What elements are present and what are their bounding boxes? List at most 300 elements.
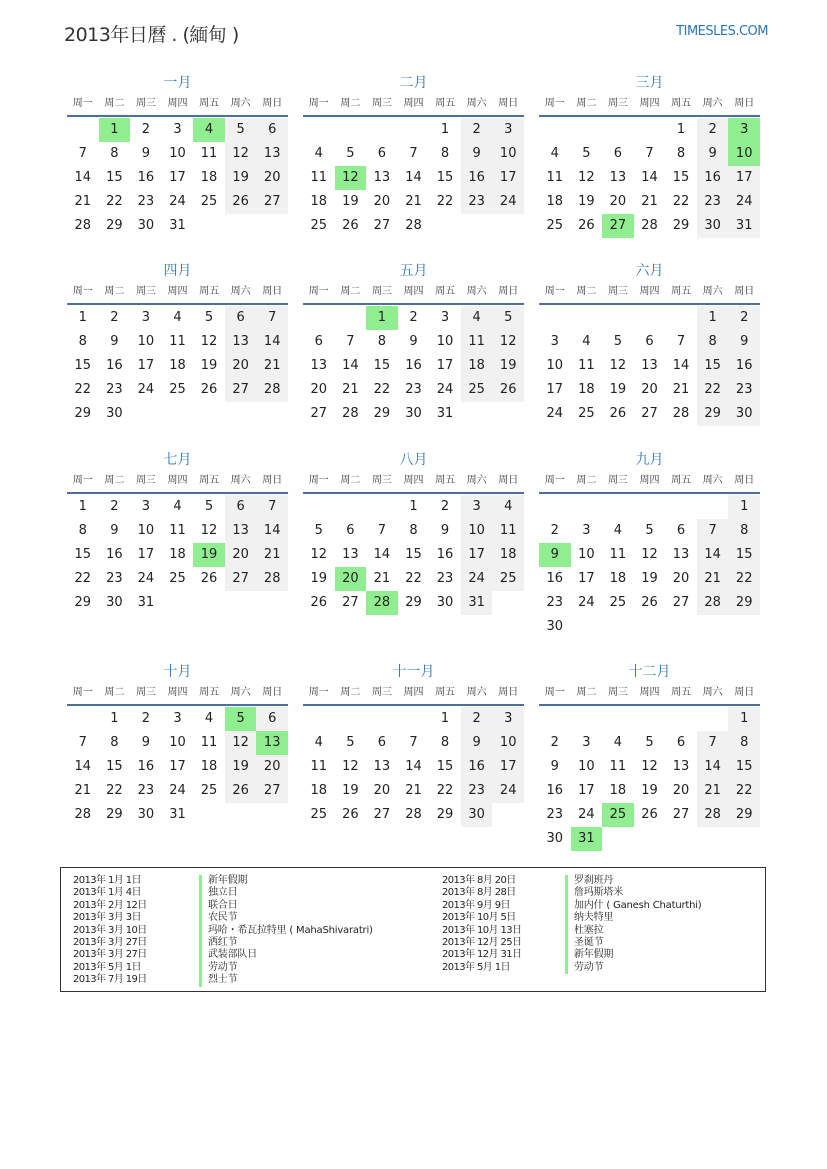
day-cell: 2 [461,707,493,731]
site-link[interactable]: TIMESLES.COM [676,24,768,39]
empty-cell [366,707,398,731]
empty-cell [571,306,603,330]
day-cell: 17 [492,166,524,190]
day-cell: 8 [409,523,418,538]
day-cell: 29 [672,218,690,233]
day-cell: 28 [256,567,288,591]
day-cell: 8 [110,146,119,161]
weekday-header [303,93,524,117]
day-cell: 25 [492,567,524,591]
weekday-label: 周四 [167,475,188,486]
weekday-label: 周二 [576,475,597,486]
weekday-label: 周三 [607,475,628,486]
weekday-label: 周四 [639,687,660,698]
empty-cell [398,707,430,731]
day-cell: 27 [225,378,257,402]
day-cell: 24 [492,190,524,214]
day-cell: 30 [137,218,155,233]
day-cell: 8 [697,330,729,354]
weekday-label: 周六 [702,98,723,109]
day-cell: 17 [578,783,595,798]
day-cell: 24 [461,567,493,591]
day-grid [67,707,288,827]
day-cell: 21 [697,567,729,591]
day-cell: 25 [461,378,493,402]
holiday-day-cell: 4 [193,118,225,142]
day-cell: 1 [78,310,87,325]
month-block [67,662,288,827]
month-name: 四月 [163,263,192,279]
day-cell: 6 [225,495,257,519]
day-cell: 7 [697,519,729,543]
day-cell: 14 [256,330,288,354]
weekday-header [539,682,760,706]
month-block [539,662,760,851]
day-cell: 24 [169,194,186,209]
legend-date: 2013年 12月 25日 [442,936,522,948]
day-cell: 23 [461,779,493,803]
day-grid [303,707,524,827]
day-cell: 17 [728,166,760,190]
weekday-label: 周三 [607,98,628,109]
day-cell: 27 [641,406,658,421]
day-cell: 28 [342,406,359,421]
day-cell: 19 [609,382,627,397]
weekday-label: 周六 [466,687,487,698]
day-cell: 29 [436,807,454,822]
weekday-label: 周三 [135,475,156,486]
day-cell: 16 [405,358,422,373]
day-cell: 4 [613,735,623,750]
empty-cell [366,495,398,519]
legend-holiday-name: 纳夫特里 [565,912,702,924]
day-cell: 27 [256,779,288,803]
day-cell: 9 [461,731,493,755]
day-cell: 27 [672,595,690,610]
day-cell: 4 [550,146,559,161]
weekday-label: 周五 [671,687,692,698]
weekday-label: 周五 [435,687,456,698]
day-cell: 7 [256,306,288,330]
weekday-label: 周一 [544,286,565,297]
weekday-label: 周二 [340,98,361,109]
legend-holiday-name: 新年假期 [565,949,702,961]
day-cell: 26 [225,779,257,803]
weekday-label: 周三 [135,687,156,698]
day-cell: 21 [405,783,422,798]
legend-names-left [199,875,373,987]
empty-cell [303,707,335,731]
day-cell: 28 [405,218,422,233]
weekday-label: 周三 [371,475,392,486]
weekday-label: 周日 [734,286,755,297]
day-cell: 26 [342,218,359,233]
legend-holiday-name: 劳动节 [199,962,373,974]
day-cell: 14 [641,170,658,185]
day-cell: 12 [578,170,595,185]
day-cell: 5 [204,310,214,325]
weekday-label: 周日 [498,475,519,486]
month-name: 六月 [635,263,664,279]
weekday-label: 周二 [340,687,361,698]
day-cell: 17 [137,358,155,373]
day-cell: 8 [78,523,87,538]
day-cell: 25 [609,595,627,610]
day-cell: 12 [310,547,328,562]
day-grid [539,495,760,639]
day-cell: 31 [461,591,493,615]
day-cell: 17 [546,382,564,397]
day-cell: 19 [225,166,257,190]
legend-holiday-name: 詹玛斯塔米 [565,887,702,899]
day-cell: 10 [578,759,595,774]
empty-cell [539,495,571,519]
day-cell: 3 [492,118,524,142]
day-cell: 27 [373,807,391,822]
day-cell: 7 [697,731,729,755]
day-grid [303,118,524,238]
day-cell: 11 [200,735,218,750]
day-cell: 7 [409,735,418,750]
weekday-header [67,93,288,117]
day-cell: 22 [728,779,760,803]
empty-cell [539,306,571,330]
day-cell: 18 [310,783,328,798]
day-cell: 29 [697,402,729,426]
day-cell: 6 [256,707,288,731]
day-cell: 19 [342,783,359,798]
day-cell: 21 [405,194,422,209]
day-cell: 18 [609,571,627,586]
day-cell: 9 [461,142,493,166]
legend-holiday-name: 联合日 [199,900,373,912]
day-cell: 24 [137,382,155,397]
day-cell: 15 [405,547,422,562]
day-cell: 5 [314,523,323,538]
day-cell: 29 [373,406,391,421]
day-cell: 8 [78,334,87,349]
day-cell: 11 [609,547,627,562]
day-cell: 21 [256,354,288,378]
day-cell: 15 [106,759,123,774]
day-cell: 19 [200,358,218,373]
weekday-label: 周一 [72,98,93,109]
weekday-label: 周六 [466,98,487,109]
empty-cell [67,707,99,731]
day-cell: 22 [74,571,92,586]
weekday-label: 周五 [435,475,456,486]
empty-cell [602,306,634,330]
day-cell: 14 [405,759,422,774]
holiday-day-cell: 13 [256,731,288,755]
weekday-label: 周一 [72,687,93,698]
day-cell: 5 [582,146,591,161]
day-cell: 23 [461,190,493,214]
day-cell: 15 [373,358,391,373]
day-cell: 19 [641,571,658,586]
day-cell: 28 [697,803,729,827]
day-cell: 8 [440,735,450,750]
month-block [303,450,524,615]
month-block [67,73,288,238]
day-cell: 30 [106,406,123,421]
day-cell: 4 [461,306,493,330]
day-cell: 7 [377,523,387,538]
legend-dates-right [442,875,521,974]
day-cell: 24 [578,807,595,822]
month-name: 十一月 [392,664,435,680]
day-cell: 6 [256,118,288,142]
day-cell: 26 [641,595,658,610]
day-cell: 6 [676,523,686,538]
weekday-label: 周日 [498,687,519,698]
legend-holiday-name: 农民节 [199,912,373,924]
day-cell: 11 [492,519,524,543]
day-cell: 26 [200,382,218,397]
day-cell: 4 [173,310,182,325]
holiday-day-cell: 19 [193,543,225,567]
day-cell: 7 [645,146,654,161]
legend-holiday-name: 玛哈・希瓦拉特里 ( MahaShivaratri) [199,925,373,937]
day-cell: 29 [728,803,760,827]
holiday-day-cell: 27 [602,214,634,238]
day-cell: 17 [169,170,186,185]
empty-cell [634,495,666,519]
day-cell: 17 [436,358,454,373]
holiday-day-cell: 9 [539,543,571,567]
weekday-label: 周二 [104,475,125,486]
day-cell: 26 [225,190,257,214]
day-cell: 28 [405,807,422,822]
month-name: 三月 [635,75,664,91]
day-cell: 26 [578,218,595,233]
day-cell: 23 [697,190,729,214]
day-cell: 1 [440,711,450,726]
day-cell: 3 [141,310,151,325]
empty-cell [303,118,335,142]
empty-cell [665,495,697,519]
day-cell: 17 [169,759,186,774]
day-cell: 8 [728,519,760,543]
day-cell: 22 [373,382,391,397]
month-name: 五月 [399,263,428,279]
day-cell: 29 [74,595,92,610]
day-cell: 23 [137,194,155,209]
day-cell: 9 [141,735,151,750]
day-cell: 13 [225,519,257,543]
weekday-label: 周三 [371,687,392,698]
day-cell: 5 [645,735,654,750]
day-cell: 1 [110,711,119,726]
day-cell: 16 [137,759,155,774]
day-cell: 8 [728,731,760,755]
empty-cell [602,118,634,142]
legend-holiday-name: 烈士节 [199,974,373,986]
empty-cell [335,306,367,330]
day-cell: 21 [74,194,92,209]
weekday-label: 周四 [639,475,660,486]
day-cell: 1 [728,495,760,519]
weekday-label: 周一 [308,98,329,109]
day-cell: 6 [314,334,323,349]
day-cell: 20 [641,382,658,397]
day-cell: 23 [546,807,564,822]
day-cell: 11 [310,170,328,185]
day-cell: 18 [609,783,627,798]
day-cell: 15 [74,358,92,373]
weekday-label: 周二 [104,687,125,698]
weekday-label: 周日 [262,286,283,297]
day-cell: 23 [106,382,123,397]
day-cell: 9 [440,523,450,538]
day-cell: 27 [672,807,690,822]
holiday-day-cell: 5 [225,707,257,731]
day-cell: 27 [342,595,359,610]
weekday-label: 周二 [340,475,361,486]
day-cell: 7 [78,735,87,750]
legend-date: 2013年 2月 12日 [73,899,147,911]
day-cell: 12 [200,523,218,538]
day-cell: 6 [225,306,257,330]
day-cell: 22 [106,783,123,798]
empty-cell [303,495,335,519]
holiday-day-cell: 20 [335,567,367,591]
day-cell: 16 [728,354,760,378]
day-cell: 25 [200,783,218,798]
holiday-day-cell: 1 [366,306,398,330]
legend-names-right [565,875,702,974]
day-cell: 4 [314,146,323,161]
day-cell: 24 [728,190,760,214]
empty-cell [335,707,367,731]
legend-holiday-name: 圣诞节 [565,937,702,949]
day-cell: 23 [436,571,454,586]
day-cell: 9 [550,759,559,774]
legend-date: 2013年 8月 20日 [442,875,516,886]
weekday-label: 周四 [403,475,424,486]
day-cell: 13 [256,142,288,166]
day-cell: 20 [256,755,288,779]
day-cell: 7 [676,334,686,349]
day-cell: 29 [728,591,760,615]
day-cell: 24 [436,382,454,397]
legend-holiday-name: 独立日 [199,887,373,899]
day-cell: 6 [613,146,623,161]
day-grid [67,306,288,426]
day-cell: 23 [405,382,422,397]
day-cell: 9 [110,523,119,538]
weekday-label: 周六 [230,687,251,698]
day-cell: 4 [204,711,214,726]
day-cell: 25 [546,218,564,233]
day-cell: 10 [137,334,155,349]
day-cell: 21 [342,382,359,397]
day-grid [303,495,524,615]
day-cell: 2 [141,122,151,137]
day-cell: 3 [492,707,524,731]
day-cell: 28 [256,378,288,402]
legend-holiday-name: 武装部队日 [199,949,373,961]
day-cell: 19 [310,571,328,586]
day-cell: 3 [173,711,182,726]
day-cell: 7 [256,495,288,519]
day-cell: 19 [578,194,595,209]
day-cell: 20 [256,166,288,190]
empty-cell [634,306,666,330]
empty-cell [697,707,729,731]
day-cell: 31 [436,406,454,421]
day-cell: 20 [373,783,391,798]
day-cell: 20 [609,194,627,209]
day-cell: 13 [373,759,391,774]
empty-cell [634,118,666,142]
day-cell: 9 [409,334,418,349]
day-cell: 5 [204,499,214,514]
weekday-label: 周五 [199,286,220,297]
day-cell: 20 [672,783,690,798]
weekday-header [303,281,524,305]
day-cell: 27 [373,218,391,233]
empty-cell [665,707,697,731]
day-cell: 22 [405,571,422,586]
day-cell: 11 [200,146,218,161]
weekday-label: 周四 [403,687,424,698]
day-cell: 22 [106,194,123,209]
day-cell: 12 [225,731,257,755]
day-cell: 21 [256,543,288,567]
weekday-label: 周五 [435,98,456,109]
weekday-header [539,93,760,117]
day-cell: 10 [578,547,595,562]
empty-cell [335,495,367,519]
day-cell: 30 [697,214,729,238]
day-cell: 2 [141,711,151,726]
day-cell: 15 [74,547,92,562]
day-cell: 14 [405,170,422,185]
day-cell: 12 [225,142,257,166]
day-cell: 25 [200,194,218,209]
weekday-label: 周五 [199,687,220,698]
day-cell: 21 [697,779,729,803]
day-cell: 27 [256,190,288,214]
day-cell: 12 [342,759,359,774]
day-cell: 23 [137,783,155,798]
day-cell: 10 [169,735,186,750]
weekday-label: 周五 [671,475,692,486]
legend-date: 2013年 8月 28日 [442,887,516,899]
day-cell: 10 [546,358,564,373]
day-cell: 19 [225,755,257,779]
month-block [539,450,760,639]
legend-holiday-name: 杜塞拉 [565,925,702,937]
day-cell: 1 [728,707,760,731]
weekday-label: 周六 [466,286,487,297]
day-cell: 16 [461,755,493,779]
legend-date: 2013年 9月 9日 [442,899,510,911]
month-name: 二月 [399,75,428,91]
day-cell: 22 [697,378,729,402]
day-cell: 9 [141,146,151,161]
empty-cell [571,707,603,731]
day-cell: 3 [582,523,591,538]
day-cell: 2 [110,499,119,514]
weekday-label: 周日 [498,98,519,109]
day-cell: 12 [641,547,658,562]
weekday-label: 周三 [607,286,628,297]
day-cell: 16 [106,358,123,373]
day-cell: 16 [137,170,155,185]
day-cell: 22 [436,194,454,209]
